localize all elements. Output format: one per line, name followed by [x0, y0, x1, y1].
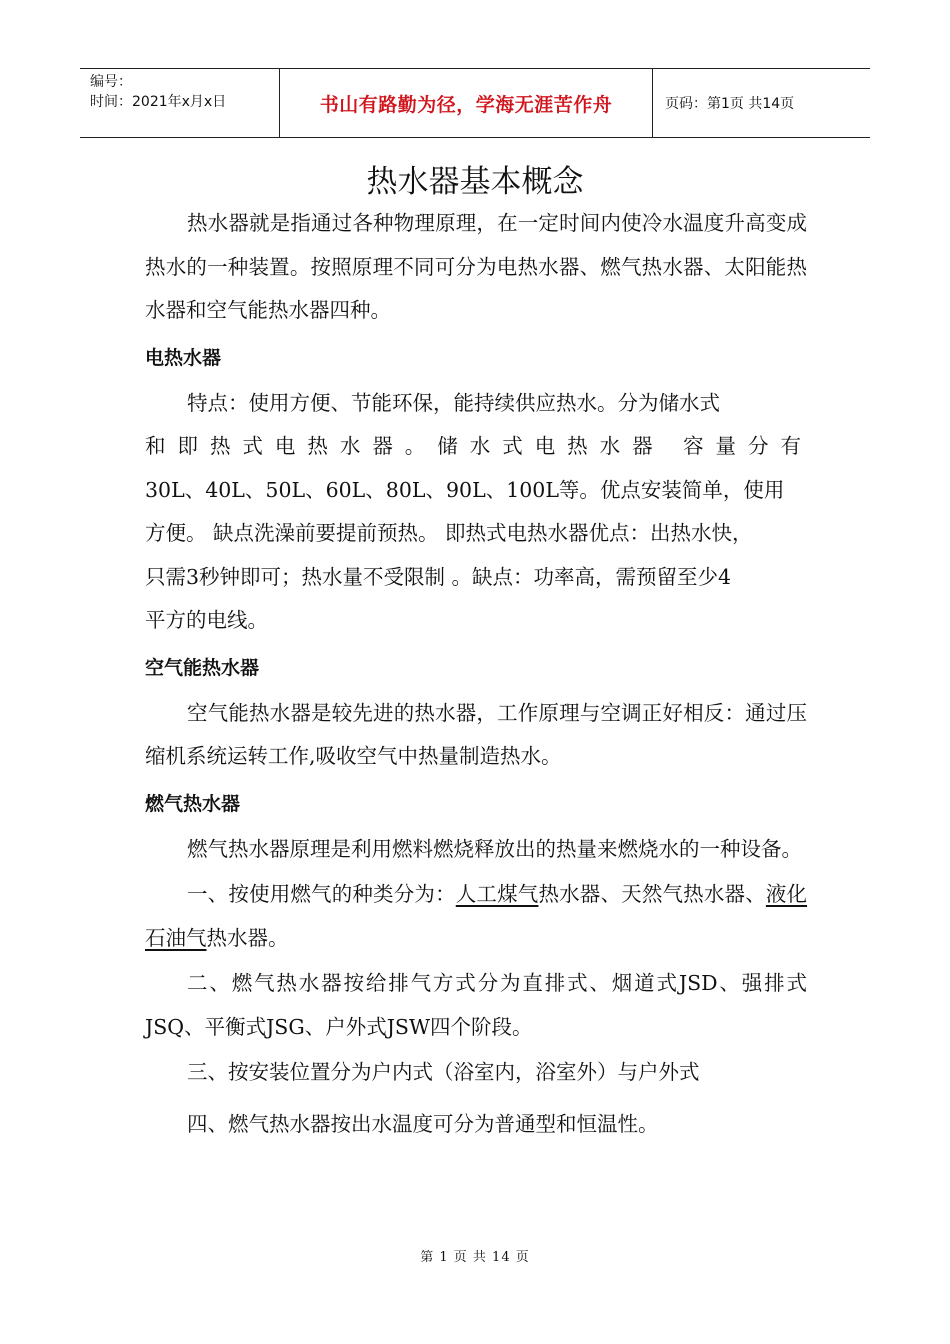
document-body [145, 202, 807, 1146]
electric-line-2: 和即热式电热水器。储水式电热水器 容量分有 [145, 434, 807, 458]
air-line-1: 空气能热水器是较先进的热水器，工作原理与空调正好相反： [187, 700, 746, 725]
intro-paragraph [145, 202, 807, 333]
air-paragraph [145, 692, 807, 779]
gas-item-1-line2-prefix: 器、 [724, 882, 766, 906]
gas-item-2 [145, 962, 807, 1049]
header-meta [80, 69, 280, 137]
gas-paragraph [145, 828, 807, 872]
electric-line-4: 方便。 缺点洗澡前要提前预热。 即热式电热水器优点：出热水快， [145, 521, 753, 545]
gas-item-3: 三、按安装位置分为户内式（浴室内，浴室外）与户外式 [187, 1060, 700, 1084]
document-title: 热水器基本概念 [366, 164, 584, 200]
gas-item-1-link-artificial-gas[interactable]: 人工煤气 [455, 882, 539, 906]
number-label: 编号： [90, 74, 132, 90]
header-table [80, 68, 870, 138]
electric-line-1: 特点：使用方便、节能环保，能持续供应热水。分为储水式 [187, 390, 720, 415]
gas-item-1 [145, 873, 807, 960]
header-page-info: 页码：第1页 共14页 [665, 96, 795, 112]
header-motto: 书山有路勤为径，学海无涯苦作舟 [280, 69, 653, 137]
gas-item-1-mid: 热水器、天然气热水 [538, 882, 725, 906]
section-heading-air: 空气能热水器 [145, 656, 260, 679]
electric-line-6: 平方的电线。 [145, 608, 268, 632]
gas-item-1-prefix: 一、按使用燃气的种类分为： [187, 882, 456, 906]
section-heading-gas: 燃气热水器 [145, 792, 241, 815]
electric-paragraph [145, 382, 807, 426]
electric-line-3: 30L、40L、50L、60L、80L、90L、100L等。优点安装简单，使用 [145, 477, 785, 502]
electric-line-5: 只需3秒钟即可；热水量不受限制 。缺点：功率高，需预留至少4 [145, 564, 732, 589]
gas-item-2-line-2: 式JSQ、平衡式JSG、户外式JSW四个阶段。 [145, 971, 807, 1039]
air-line-2: 通过压缩机系统运转工作,吸收空气中热量制造热水。 [145, 700, 808, 768]
intro-line-3: 器、太阳能热水器和空气能热水器四种。 [145, 254, 807, 322]
time-label: 时间：2021年x月x日 [90, 94, 227, 110]
intro-line-1: 热水器就是指通过各种物理原理，在一定时间内使冷水温度升 [187, 211, 746, 235]
gas-line-2: 种设备。 [720, 836, 802, 861]
page-footer: 第 1 页 共 14 页 [420, 1250, 530, 1265]
section-heading-electric: 电热水器 [145, 346, 222, 369]
intro-line-2: 高变成热水的一种装置。按照原理不同可分为电热水器、燃气热水 [145, 211, 808, 279]
gas-item-2-line-1: 二、燃气热水器按给排气方式分为直排式、烟道式JSD、强排 [187, 971, 787, 995]
gas-item-1-line2-suffix: 热水器。 [206, 925, 289, 950]
gas-line-1: 燃气热水器原理是利用燃料燃烧释放出的热量来燃烧水的一 [187, 836, 720, 861]
gas-item-4: 四、燃气热水器按出水温度可分为普通型和恒温性。 [187, 1111, 659, 1136]
gas-item-1-link-lpg[interactable]: 液化石油气 [145, 882, 808, 950]
